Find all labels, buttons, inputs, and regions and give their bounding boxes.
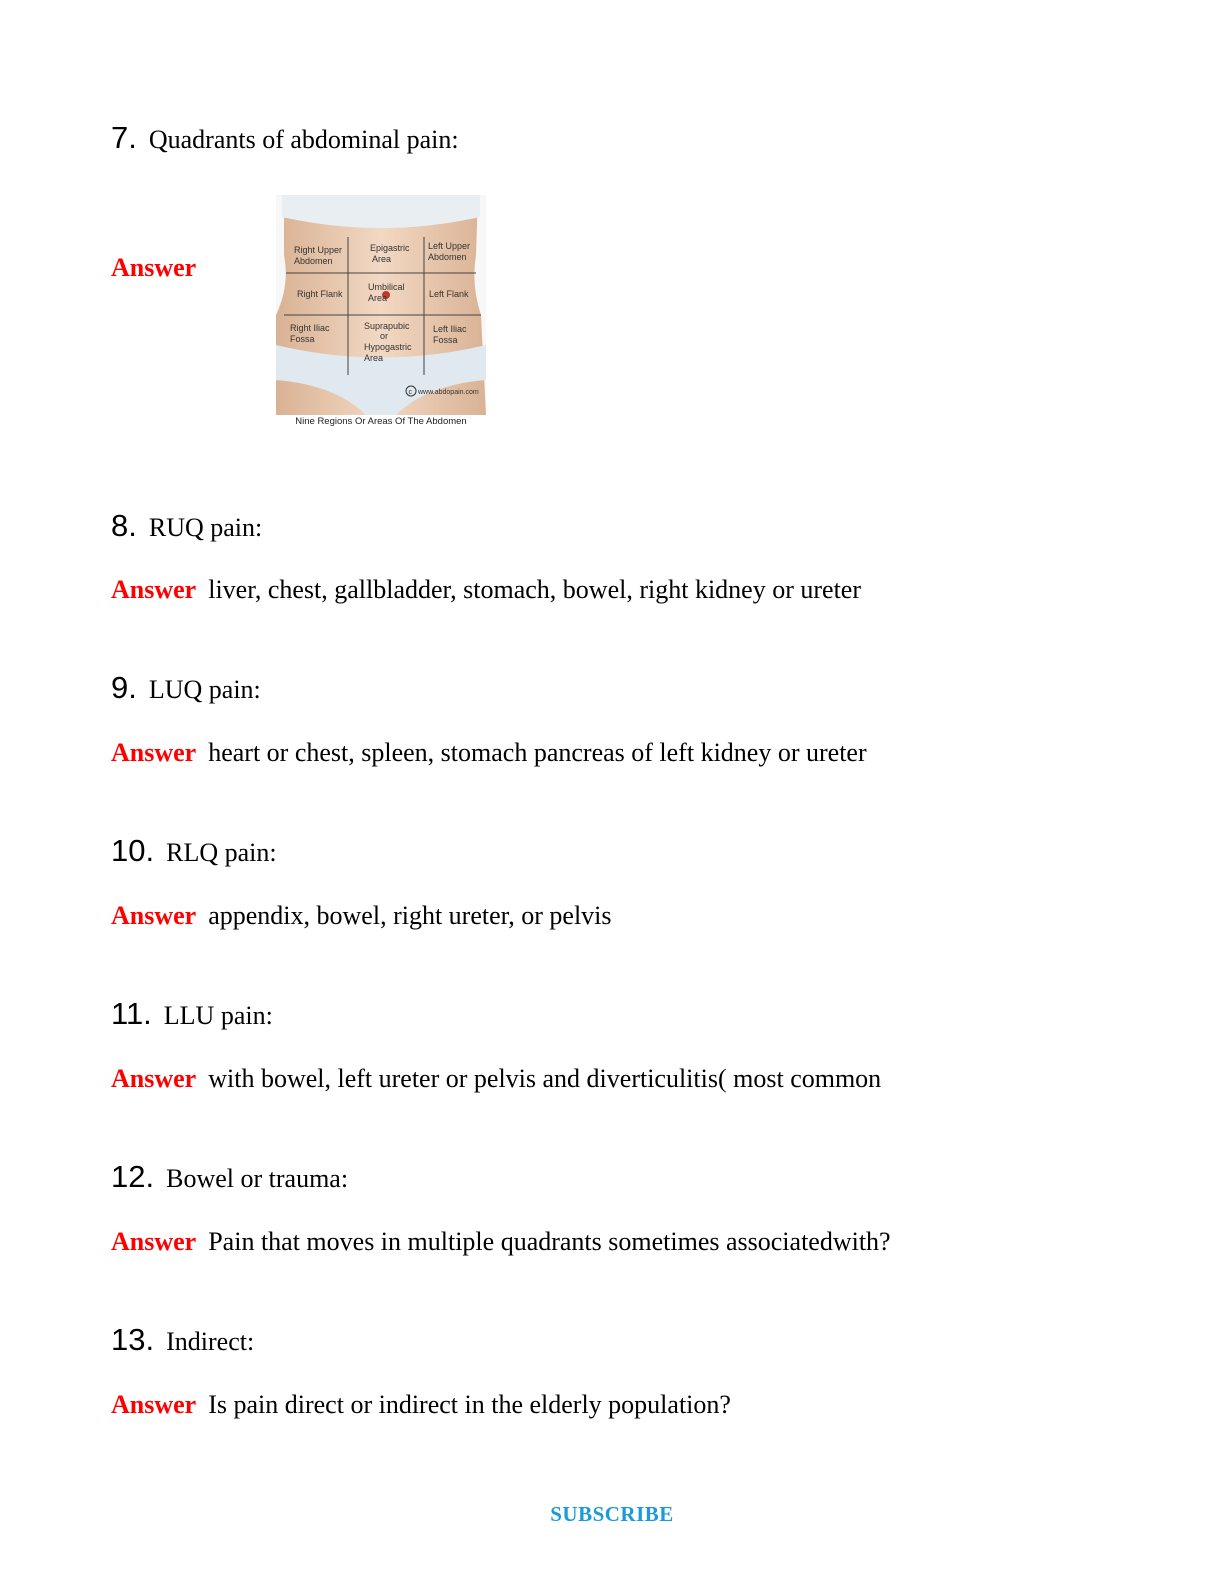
question-12	[111, 1157, 348, 1197]
region-label: Right Iliac	[290, 323, 330, 333]
region-label: Left Iliac	[433, 324, 467, 334]
question-text: Indirect:	[166, 1327, 255, 1356]
svg-text:c: c	[408, 389, 412, 396]
subscribe-link[interactable]: SUBSCRIBE	[550, 1502, 674, 1526]
answer-12	[111, 1222, 891, 1262]
answer-text: Pain that moves in multiple quadrants sometimes associatedwith?	[208, 1227, 891, 1256]
region-label: or	[380, 331, 389, 341]
answer-label: Answer	[111, 738, 197, 767]
region-label: Right Upper	[294, 245, 343, 255]
answer-text: appendix, bowel, right ureter, or pelvis	[208, 901, 612, 930]
region-label: Fossa	[433, 335, 458, 345]
answer-label: Answer	[111, 1227, 197, 1256]
region-label: Area	[364, 353, 384, 363]
answer-13	[111, 1385, 731, 1425]
answer-label: Answer	[111, 901, 197, 930]
region-label: Left Upper	[428, 241, 471, 251]
abdomen-regions-figure	[276, 195, 486, 415]
answer-text: Is pain direct or indirect in the elderly population?	[208, 1390, 731, 1419]
question-number: 8.	[111, 508, 137, 543]
answer-11	[111, 1059, 881, 1099]
region-label: Area	[368, 293, 388, 303]
answer-9	[111, 733, 867, 773]
question-text: RUQ pain:	[148, 513, 263, 542]
question-text: LUQ pain:	[148, 675, 261, 704]
region-label: Umbilical	[368, 282, 405, 292]
question-13	[111, 1320, 254, 1360]
region-label: Abdomen	[294, 256, 333, 266]
region-label: Hypogastric	[364, 342, 412, 352]
region-label: Fossa	[290, 334, 315, 344]
question-number: 9.	[111, 670, 137, 705]
answer-8	[111, 570, 861, 610]
region-label: Right Flank	[297, 289, 343, 299]
question-10	[111, 831, 277, 871]
abdomen-diagram	[276, 195, 486, 415]
question-text: RLQ pain:	[166, 838, 277, 867]
question-number: 7.	[111, 120, 137, 155]
question-9	[111, 668, 261, 708]
question-8	[111, 506, 262, 546]
question-number: 11.	[111, 996, 152, 1031]
answer-text: with bowel, left ureter or pelvis and diverticulitis( most common	[208, 1064, 882, 1093]
answer-label: Answer	[111, 1390, 197, 1419]
answer-label: Answer	[111, 253, 197, 282]
question-number: 12.	[111, 1159, 155, 1194]
answer-label: Answer	[111, 1064, 197, 1093]
region-label: Epigastric	[370, 243, 410, 253]
question-text: Bowel or trauma:	[166, 1164, 349, 1193]
answer-text: heart or chest, spleen, stomach pancreas of left kidney or ureter	[208, 738, 867, 767]
figure-caption: Nine Regions Or Areas Of The Abdomen	[295, 416, 467, 427]
question-11	[111, 994, 273, 1034]
answer-7	[111, 248, 196, 288]
question-number: 10.	[111, 833, 155, 868]
answer-text: liver, chest, gallbladder, stomach, bowel, right kidney or ureter	[208, 575, 861, 604]
region-label: Left Flank	[429, 289, 469, 299]
question-number: 13.	[111, 1322, 155, 1357]
answer-10	[111, 896, 612, 936]
copyright-text: www.abdopain.com	[418, 389, 479, 396]
region-label: Suprapubic	[364, 321, 410, 331]
question-text: Quadrants of abdominal pain:	[148, 125, 459, 154]
answer-label: Answer	[111, 575, 197, 604]
region-label: Area	[372, 254, 392, 264]
region-label: Abdomen	[428, 252, 467, 262]
question-text: LLU pain:	[163, 1001, 273, 1030]
question-7	[111, 118, 459, 158]
